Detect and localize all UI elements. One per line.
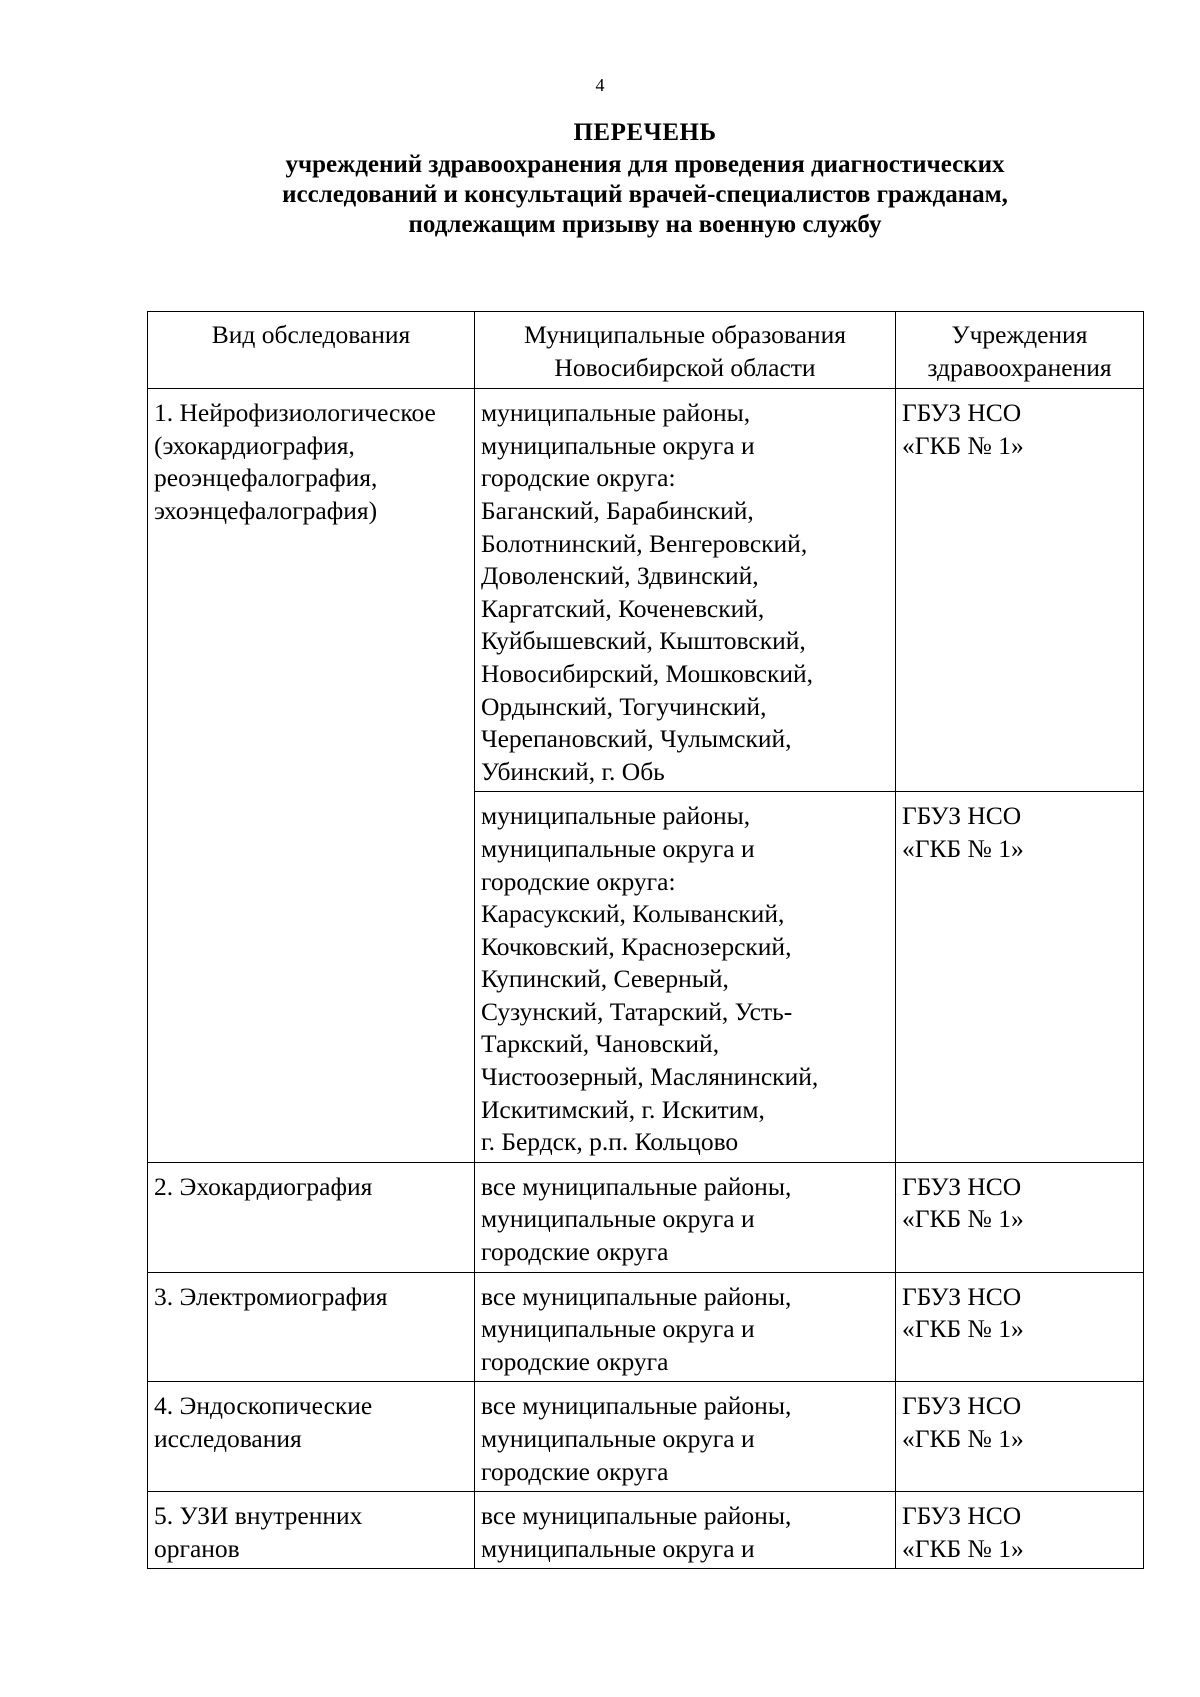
institution-cell: ГБУЗ НСО «ГКБ № 1» [896,1162,1144,1272]
page-number: 4 [595,75,605,95]
table-row [148,1492,1144,1569]
header-institutions: Учреждения здравоохранения [896,312,1144,389]
table-row [148,1162,1144,1272]
exam-type-cell: 5. УЗИ внутренних органов [148,1492,475,1569]
title-subtitle-line-3: подлежащим призыву на военную службу [408,211,882,238]
title-subtitle-line-2: исследований и консультаций врачей-специалистов гражданам, [282,181,1008,208]
municipalities-cell: муниципальные районы, муниципальные округа и городские округа: Баганский, Барабинский, Болотнинский, Венгеровский, Доволенский, Здвинский, Каргатский, Коченевский, Куйбышевский, Кыштовский, Новосибирский, Мошковский, Ордынский, Тогучинский, Черепановский, Чулымский, Убинский, г. Обь [475,389,896,792]
municipalities-cell: все муниципальные районы, муниципальные округа и городские округа [475,1382,896,1492]
table-row [148,1272,1144,1382]
exam-type-cell: 2. Эхокардиография [148,1162,475,1272]
table-row [148,389,1144,792]
title-main: ПЕРЕЧЕНЬ [573,119,717,146]
table-row [148,1382,1144,1492]
institutions-table [147,311,1144,1569]
institution-cell: ГБУЗ НСО «ГКБ № 1» [896,1492,1144,1569]
document-title [150,118,1140,240]
table-header-row [148,312,1144,389]
municipalities-cell: все муниципальные районы, муниципальные округа и городские округа [475,1272,896,1382]
header-municipalities: Муниципальные образования Новосибирской области [475,312,896,389]
municipalities-cell: все муниципальные районы, муниципальные округа и городские округа [475,1162,896,1272]
institution-cell: ГБУЗ НСО «ГКБ № 1» [896,1382,1144,1492]
institution-cell: ГБУЗ НСО «ГКБ № 1» [896,389,1144,792]
exam-type-cell: 1. Нейрофизиологическое (эхокардиография, реоэнцефалография, эхоэнцефалография) [148,389,475,1163]
municipalities-cell: все муниципальные районы, муниципальные округа и [475,1492,896,1569]
municipalities-cell: муниципальные районы, муниципальные округа и городские округа: Карасукский, Колыванский, Кочковский, Краснозерский, Купинский, Северный, Сузунский, Татарский, Усть- Таркский, Чановский, Чистоозерный, Маслянинский, Искитимский, г. Искитим, г. Бердск, р.п. Кольцово [475,792,896,1163]
title-subtitle-line-1: учреждений здравоохранения для проведения диагностических [285,151,1005,178]
exam-type-cell: 3. Электромиография [148,1272,475,1382]
institution-cell: ГБУЗ НСО «ГКБ № 1» [896,1272,1144,1382]
exam-type-cell: 4. Эндоскопические исследования [148,1382,475,1492]
institution-cell: ГБУЗ НСО «ГКБ № 1» [896,792,1144,1163]
header-exam-type: Вид обследования [148,312,475,389]
